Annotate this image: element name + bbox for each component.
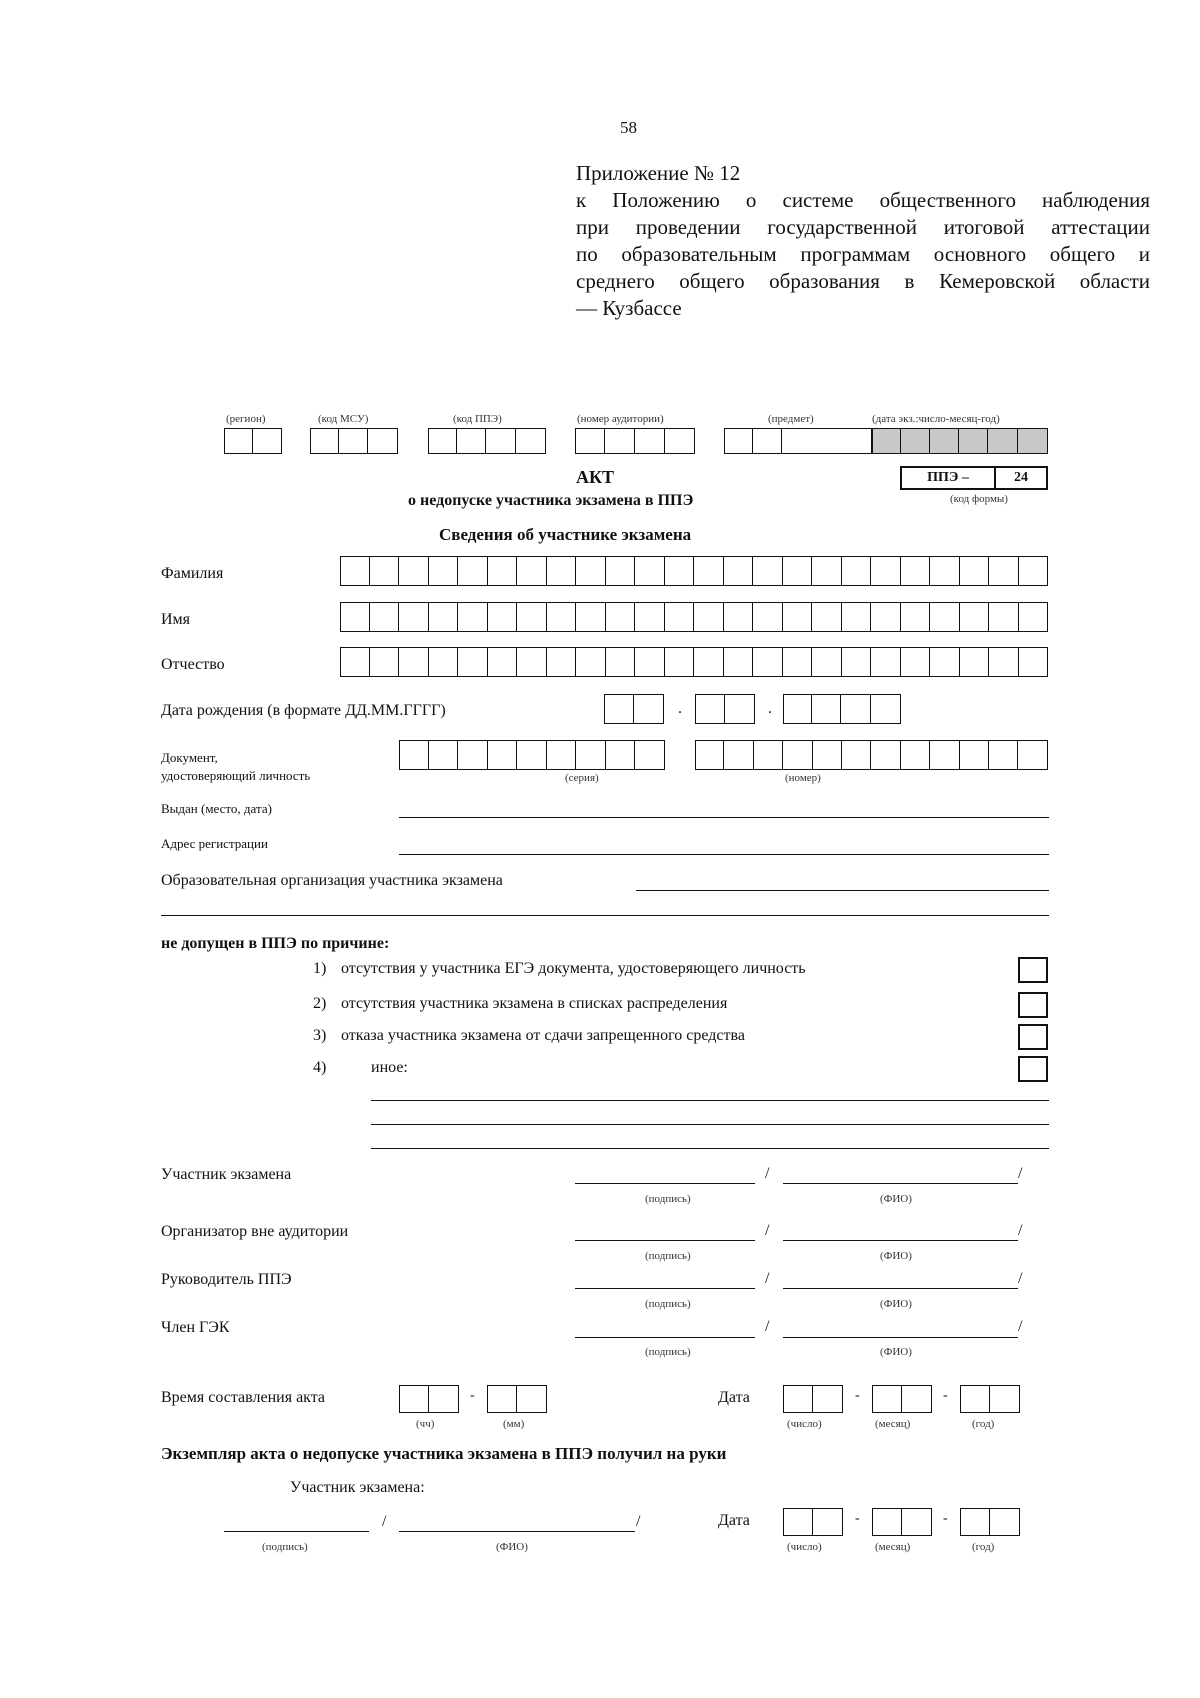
- signature-line[interactable]: [575, 1240, 755, 1241]
- char-cell[interactable]: [783, 740, 812, 770]
- char-cell[interactable]: [813, 740, 842, 770]
- copy-day-boxes[interactable]: [783, 1508, 843, 1536]
- other-reason-line[interactable]: [371, 1148, 1049, 1149]
- slash: /: [1018, 1318, 1023, 1335]
- minutes-boxes[interactable]: [487, 1385, 547, 1413]
- signature-role: Участник экзамена: [161, 1166, 292, 1183]
- char-cell[interactable]: [517, 740, 547, 770]
- char-cell[interactable]: [458, 602, 488, 632]
- char-cell[interactable]: [901, 602, 931, 632]
- fio-line[interactable]: [783, 1337, 1018, 1338]
- signature-caption: (подпись): [645, 1193, 691, 1205]
- char-cell[interactable]: [842, 602, 872, 632]
- msu-code-boxes[interactable]: [310, 428, 398, 454]
- appendix-line: к Положению о системе общественного наблюдения: [576, 188, 1150, 212]
- char-cell[interactable]: [724, 740, 753, 770]
- char-cell[interactable]: [901, 556, 931, 586]
- copy-fio-line[interactable]: [399, 1531, 635, 1532]
- name-label: Имя: [161, 611, 191, 628]
- signature-caption: (подпись): [645, 1346, 691, 1358]
- copy-title: Экземпляр акта о недопуске участника экзамена в ППЭ получил на руки: [161, 1444, 727, 1463]
- fio-caption: (ФИО): [880, 1193, 912, 1205]
- series-caption: (серия): [565, 772, 599, 784]
- date-separator: -: [943, 1511, 948, 1526]
- char-cell[interactable]: [488, 556, 518, 586]
- char-cell[interactable]: [989, 740, 1018, 770]
- char-cell[interactable]: [989, 602, 1019, 632]
- time-separator: -: [470, 1388, 475, 1403]
- char-cell[interactable]: [399, 602, 429, 632]
- char-cell[interactable]: [812, 602, 842, 632]
- char-cell[interactable]: [724, 647, 754, 677]
- char-cell[interactable]: [812, 647, 842, 677]
- exam-date-boxes[interactable]: [872, 428, 1048, 454]
- signature-role: Руководитель ППЭ: [161, 1271, 292, 1288]
- day-caption: (число): [787, 1541, 822, 1553]
- char-cell[interactable]: [989, 647, 1019, 677]
- slash: /: [1018, 1165, 1023, 1182]
- year-caption: (год): [972, 1418, 995, 1430]
- char-cell[interactable]: [1019, 602, 1049, 632]
- issued-label: Выдан (место, дата): [161, 801, 272, 816]
- char-cell[interactable]: [399, 740, 429, 770]
- copy-date-label: Дата: [718, 1512, 750, 1529]
- address-line[interactable]: [399, 854, 1049, 855]
- name-boxes[interactable]: [340, 602, 1048, 632]
- signature-role: Член ГЭК: [161, 1319, 230, 1336]
- slash: /: [765, 1165, 770, 1182]
- char-cell[interactable]: [783, 647, 813, 677]
- month-caption: (месяц): [875, 1541, 911, 1553]
- char-cell[interactable]: [695, 740, 724, 770]
- signature-line[interactable]: [575, 1337, 755, 1338]
- char-cell[interactable]: [694, 602, 724, 632]
- date-dot: .: [678, 700, 682, 717]
- form-code-prefix: ППЭ –: [902, 468, 996, 488]
- char-cell[interactable]: [517, 647, 547, 677]
- char-cell[interactable]: [576, 647, 606, 677]
- subject-caption: (предмет): [768, 413, 814, 425]
- char-cell[interactable]: [606, 556, 636, 586]
- act-subtitle: о недопуске участника экзамена в ППЭ: [408, 492, 694, 509]
- date-dot: .: [768, 700, 772, 717]
- hours-boxes[interactable]: [399, 1385, 459, 1413]
- reason-text: иное:: [371, 1059, 408, 1076]
- reason-checkbox[interactable]: [1018, 957, 1048, 983]
- char-cell[interactable]: [989, 556, 1019, 586]
- char-cell[interactable]: [517, 602, 547, 632]
- signature-line[interactable]: [575, 1288, 755, 1289]
- section-title: Сведения об участнике экзамена: [439, 525, 692, 544]
- char-cell[interactable]: [842, 740, 871, 770]
- char-cell[interactable]: [665, 602, 695, 632]
- char-cell[interactable]: [930, 556, 960, 586]
- date-separator: -: [855, 1511, 860, 1526]
- act-time-label: Время составления акта: [161, 1389, 326, 1406]
- copy-signature-line[interactable]: [224, 1531, 369, 1532]
- appendix-title: Приложение № 12: [576, 161, 741, 185]
- document-series-boxes[interactable]: [399, 740, 665, 770]
- other-reason-line[interactable]: [371, 1100, 1049, 1101]
- char-cell[interactable]: [635, 647, 665, 677]
- appendix-header: [576, 160, 1150, 322]
- copy-month-boxes[interactable]: [872, 1508, 932, 1536]
- appendix-line: среднего общего образования в Кемеровской области: [576, 269, 1150, 293]
- char-cell[interactable]: [871, 602, 901, 632]
- birth-year-boxes[interactable]: [783, 694, 901, 724]
- char-cell[interactable]: [429, 602, 459, 632]
- char-cell[interactable]: [576, 556, 606, 586]
- char-cell[interactable]: [635, 556, 665, 586]
- char-cell[interactable]: [871, 556, 901, 586]
- birth-date-label: Дата рождения (в формате ДД.ММ.ГГГГ): [161, 702, 446, 719]
- slash: /: [382, 1513, 387, 1530]
- char-cell[interactable]: [930, 740, 959, 770]
- char-cell[interactable]: [724, 556, 754, 586]
- char-cell[interactable]: [606, 647, 636, 677]
- appendix-line: — Кузбассе: [576, 296, 682, 320]
- copy-participant-label: Участник экзамена:: [290, 1479, 425, 1496]
- region-boxes[interactable]: [224, 428, 282, 454]
- char-cell[interactable]: [399, 647, 429, 677]
- char-cell[interactable]: [370, 556, 400, 586]
- char-cell[interactable]: [635, 740, 665, 770]
- char-cell[interactable]: [370, 647, 400, 677]
- char-cell[interactable]: [901, 740, 930, 770]
- org-line-2[interactable]: [161, 915, 1049, 916]
- char-cell[interactable]: [606, 740, 636, 770]
- fio-caption: (ФИО): [880, 1250, 912, 1262]
- reason-number: 3): [313, 1027, 327, 1044]
- slash: /: [1018, 1222, 1023, 1239]
- document-label-line2: удостоверяющий личность: [161, 768, 311, 783]
- birth-month-boxes[interactable]: [695, 694, 755, 724]
- appendix-line: при проведении государственной итоговой аттестации: [576, 215, 1150, 239]
- char-cell[interactable]: [547, 647, 577, 677]
- char-cell[interactable]: [871, 740, 900, 770]
- form-code-caption: (код формы): [950, 493, 1008, 505]
- reason-checkbox[interactable]: [1018, 1024, 1048, 1050]
- act-year-boxes[interactable]: [960, 1385, 1020, 1413]
- org-line[interactable]: [636, 890, 1049, 891]
- document-number-boxes[interactable]: [695, 740, 1048, 770]
- reason-text: отсутствия участника экзамена в списках распределения: [341, 995, 728, 1012]
- fio-caption: (ФИО): [880, 1346, 912, 1358]
- char-cell[interactable]: [1019, 556, 1049, 586]
- reason-text: отказа участника экзамена от сдачи запрещенного средства: [341, 1027, 745, 1044]
- char-cell[interactable]: [576, 740, 606, 770]
- ppe-caption: (код ППЭ): [453, 413, 502, 425]
- room-number-boxes[interactable]: [575, 428, 695, 454]
- issued-line[interactable]: [399, 817, 1049, 818]
- surname-label: Фамилия: [161, 565, 224, 582]
- char-cell[interactable]: [340, 602, 370, 632]
- char-cell[interactable]: [753, 602, 783, 632]
- org-label: Образовательная организация участника экзамена: [161, 872, 503, 889]
- signature-line[interactable]: [575, 1183, 755, 1184]
- char-cell[interactable]: [1018, 740, 1047, 770]
- char-cell[interactable]: [429, 556, 459, 586]
- ppe-code-boxes[interactable]: [428, 428, 546, 454]
- reason-text: отсутствия у участника ЕГЭ документа, удостоверяющего личность: [341, 960, 806, 977]
- exam-date-caption: (дата экз.:число-месяц-год): [872, 413, 1000, 425]
- char-cell[interactable]: [429, 647, 459, 677]
- fio-caption: (ФИО): [880, 1298, 912, 1310]
- signature-caption: (подпись): [645, 1250, 691, 1262]
- address-label: Адрес регистрации: [161, 836, 268, 851]
- char-cell[interactable]: [576, 602, 606, 632]
- char-cell[interactable]: [960, 740, 989, 770]
- char-cell[interactable]: [930, 602, 960, 632]
- reason-checkbox[interactable]: [1018, 992, 1048, 1018]
- month-caption: (месяц): [875, 1418, 911, 1430]
- char-cell[interactable]: [783, 602, 813, 632]
- fio-line[interactable]: [783, 1183, 1018, 1184]
- char-cell[interactable]: [812, 556, 842, 586]
- char-cell[interactable]: [458, 740, 488, 770]
- char-cell[interactable]: [753, 647, 783, 677]
- char-cell[interactable]: [547, 556, 577, 586]
- char-cell[interactable]: [694, 556, 724, 586]
- char-cell[interactable]: [694, 647, 724, 677]
- other-reason-line[interactable]: [371, 1124, 1049, 1125]
- patronymic-boxes[interactable]: [340, 647, 1048, 677]
- fio-line[interactable]: [783, 1240, 1018, 1241]
- subject-boxes[interactable]: [724, 428, 872, 454]
- char-cell[interactable]: [665, 647, 695, 677]
- char-cell[interactable]: [606, 602, 636, 632]
- day-caption: (число): [787, 1418, 822, 1430]
- act-day-boxes[interactable]: [783, 1385, 843, 1413]
- form-code-box: [900, 466, 1048, 490]
- char-cell[interactable]: [930, 647, 960, 677]
- birth-day-boxes[interactable]: [604, 694, 664, 724]
- char-cell[interactable]: [458, 556, 488, 586]
- char-cell[interactable]: [871, 647, 901, 677]
- char-cell[interactable]: [517, 556, 547, 586]
- char-cell[interactable]: [901, 647, 931, 677]
- number-caption: (номер): [785, 772, 821, 784]
- reason-number: 1): [313, 960, 327, 977]
- act-month-boxes[interactable]: [872, 1385, 932, 1413]
- char-cell[interactable]: [842, 556, 872, 586]
- document-label: Документ,: [161, 750, 218, 765]
- reason-checkbox[interactable]: [1018, 1056, 1048, 1082]
- char-cell[interactable]: [842, 647, 872, 677]
- room-caption: (номер аудитории): [577, 413, 664, 425]
- char-cell[interactable]: [547, 602, 577, 632]
- char-cell[interactable]: [370, 602, 400, 632]
- char-cell[interactable]: [960, 647, 990, 677]
- char-cell[interactable]: [488, 647, 518, 677]
- char-cell[interactable]: [1019, 647, 1049, 677]
- slash: /: [765, 1222, 770, 1239]
- hours-caption: (чч): [416, 1418, 435, 1430]
- char-cell[interactable]: [488, 602, 518, 632]
- fio-line[interactable]: [783, 1288, 1018, 1289]
- date-separator: -: [943, 1388, 948, 1403]
- act-date-label: Дата: [718, 1389, 750, 1406]
- date-separator: -: [855, 1388, 860, 1403]
- slash: /: [765, 1270, 770, 1287]
- char-cell[interactable]: [724, 602, 754, 632]
- char-cell[interactable]: [429, 740, 459, 770]
- year-caption: (год): [972, 1541, 995, 1553]
- signature-caption: (подпись): [262, 1541, 308, 1553]
- char-cell[interactable]: [753, 556, 783, 586]
- copy-year-boxes[interactable]: [960, 1508, 1020, 1536]
- char-cell[interactable]: [960, 556, 990, 586]
- reason-number: 2): [313, 995, 327, 1012]
- page-number: 58: [620, 118, 637, 137]
- char-cell[interactable]: [665, 556, 695, 586]
- region-caption: (регион): [226, 413, 266, 425]
- form-code-number: 24: [1014, 470, 1028, 485]
- reason-number: 4): [313, 1059, 327, 1076]
- reason-title: не допущен в ППЭ по причине:: [161, 935, 390, 952]
- char-cell[interactable]: [635, 602, 665, 632]
- char-cell[interactable]: [783, 556, 813, 586]
- minutes-caption: (мм): [503, 1418, 525, 1430]
- msu-caption: (код МСУ): [318, 413, 369, 425]
- char-cell[interactable]: [488, 740, 518, 770]
- slash: /: [1018, 1270, 1023, 1287]
- slash: /: [765, 1318, 770, 1335]
- char-cell[interactable]: [960, 602, 990, 632]
- char-cell[interactable]: [754, 740, 783, 770]
- surname-boxes[interactable]: [340, 556, 1048, 586]
- char-cell[interactable]: [340, 556, 370, 586]
- act-title: АКТ: [576, 467, 615, 487]
- char-cell[interactable]: [340, 647, 370, 677]
- char-cell[interactable]: [458, 647, 488, 677]
- slash: /: [636, 1513, 641, 1530]
- signature-role: Организатор вне аудитории: [161, 1223, 349, 1240]
- char-cell[interactable]: [399, 556, 429, 586]
- appendix-line: по образовательным программам основного общего и: [576, 242, 1150, 266]
- fio-caption: (ФИО): [496, 1541, 528, 1553]
- char-cell[interactable]: [547, 740, 577, 770]
- signature-caption: (подпись): [645, 1298, 691, 1310]
- patronymic-label: Отчество: [161, 656, 225, 673]
